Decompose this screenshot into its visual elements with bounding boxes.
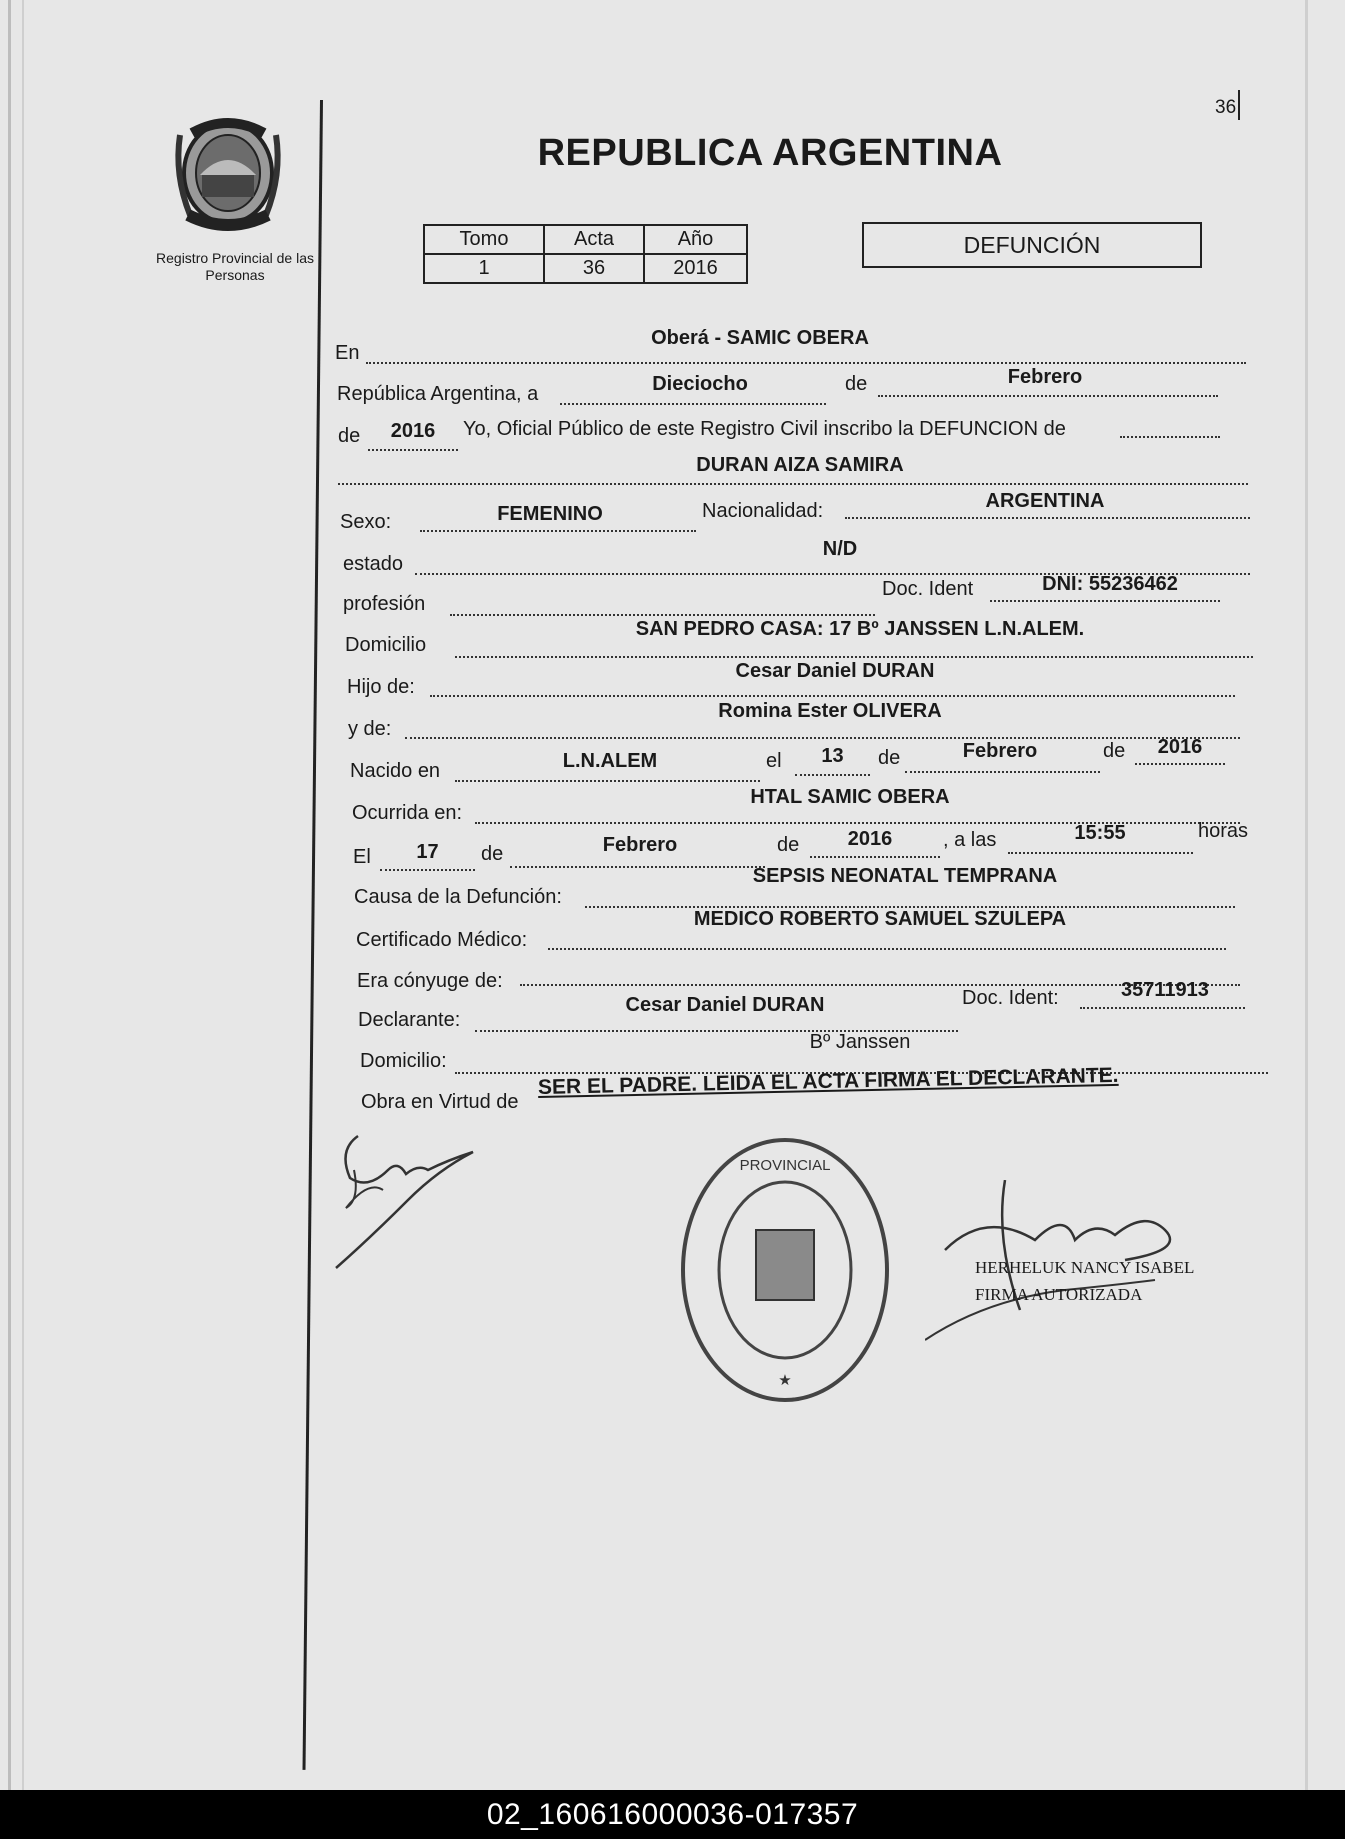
declarant-address-value: Bº Janssen — [809, 1031, 911, 1053]
de-label: de — [777, 834, 800, 856]
medical-certifier-value: MEDICO ROBERTO SAMUEL SZULEPA — [693, 908, 1067, 930]
right-margin-rule — [1238, 90, 1240, 120]
authorized-officer-role: FIRMA AUTORIZADA — [975, 1285, 1143, 1304]
el-label: El — [353, 846, 371, 868]
paper-edge — [1305, 0, 1308, 1790]
dotted-line — [548, 948, 1226, 950]
paper-edge — [8, 0, 11, 1790]
declarant-signature — [328, 1130, 478, 1270]
declarant-value: Cesar Daniel DURAN — [625, 994, 825, 1016]
registry-label: Registro Provincial de las Personas — [156, 250, 314, 283]
page-title: REPUBLICA ARGENTINA — [537, 132, 1003, 174]
y-de-label: y de: — [348, 718, 392, 740]
en-label: En — [335, 342, 360, 364]
declarant-domicilio-label: Domicilio: — [360, 1050, 447, 1072]
domicilio-label: Domicilio — [345, 634, 427, 656]
dotted-line — [1135, 763, 1225, 765]
dotted-line — [430, 695, 1235, 697]
certificado-label: Certificado Médico: — [356, 929, 528, 951]
officer-statement: Yo, Oficial Público de este Registro Civil inscribo la DEFUNCION de — [463, 418, 1066, 440]
dotted-line — [1080, 1007, 1245, 1009]
de-label: de — [1103, 740, 1126, 762]
tomo-value: 1 — [424, 254, 544, 283]
dotted-line — [795, 774, 870, 776]
de-label: de — [878, 747, 901, 769]
republica-label: República Argentina, a — [337, 383, 539, 405]
death-month-value: Febrero — [602, 834, 678, 856]
acta-header: Acta — [544, 225, 644, 254]
file-id-bar: 02_160616000036-017357 — [0, 1790, 1345, 1839]
horas-label: horas — [1198, 820, 1249, 842]
deceased-name-value: DURAN AIZA SAMIRA — [696, 454, 904, 476]
de-label: de — [338, 425, 361, 447]
dotted-line — [878, 395, 1218, 397]
anio-header: Año — [644, 225, 747, 254]
provincia-misiones-seal — [170, 115, 294, 237]
ocurrida-en-label: Ocurrida en: — [352, 802, 463, 824]
causa-label: Causa de la Defunción: — [354, 886, 562, 908]
death-day-value: 17 — [416, 841, 439, 863]
address-value: SAN PEDRO CASA: 17 Bº JANSSEN L.N.ALEM. — [635, 618, 1085, 640]
de-label: de — [845, 373, 868, 395]
obra-label: Obra en Virtud de — [361, 1091, 519, 1113]
marital-status-value: N/D — [822, 538, 858, 560]
a-las-label: , a las — [943, 829, 997, 851]
svg-text:PROVINCIAL: PROVINCIAL — [739, 1157, 831, 1174]
declarante-label: Declarante: — [358, 1009, 461, 1031]
act-type-box: DEFUNCIÓN — [862, 222, 1202, 268]
birth-place-value: L.N.ALEM — [562, 750, 658, 772]
observation-value: SER EL PADRE. LEIDA EL ACTA FIRMA EL DECLARANTE. — [537, 1063, 1119, 1099]
acta-value: 36 — [544, 254, 644, 283]
death-year-value: 2016 — [847, 828, 893, 850]
hijo-de-label: Hijo de: — [347, 676, 415, 698]
estado-label: estado — [343, 553, 404, 575]
dotted-line — [366, 362, 1246, 364]
dotted-line — [990, 600, 1220, 602]
dotted-line — [380, 869, 475, 871]
dotted-line — [1008, 852, 1193, 854]
dotted-line — [455, 780, 760, 782]
anio-value: 2016 — [644, 254, 747, 283]
doc-ident-label: Doc. Ident: — [962, 987, 1059, 1009]
death-place-value: HTAL SAMIC OBERA — [750, 786, 950, 808]
page-number: 36 — [1215, 97, 1237, 118]
day-text-value: Dieciocho — [652, 373, 748, 395]
svg-text:★: ★ — [778, 1372, 792, 1389]
de-label: de — [481, 843, 504, 865]
dotted-line — [905, 771, 1100, 773]
registry-stamp — [678, 1130, 892, 1410]
el-label: el — [766, 750, 782, 772]
authorized-officer-name: HERHELUK NANCY ISABEL — [975, 1258, 1195, 1277]
dotted-line — [338, 483, 1248, 485]
sexo-label: Sexo: — [340, 511, 392, 533]
birth-day-value: 13 — [821, 745, 844, 767]
dotted-line — [455, 656, 1253, 658]
birth-year-value: 2016 — [1157, 736, 1203, 758]
year-value: 2016 — [390, 420, 436, 442]
conyuge-label: Era cónyuge de: — [357, 970, 503, 992]
dotted-line — [405, 737, 1240, 739]
cause-of-death-value: SEPSIS NEONATAL TEMPRANA — [752, 865, 1058, 887]
tomo-acta-table — [423, 224, 748, 284]
nacionalidad-label: Nacionalidad: — [702, 500, 824, 522]
tomo-header: Tomo — [424, 225, 544, 254]
dotted-line — [1120, 436, 1220, 438]
profesion-label: profesión — [343, 593, 426, 615]
declarant-id-value: 35711913 — [1121, 979, 1209, 1001]
nationality-value: ARGENTINA — [985, 490, 1105, 512]
father-value: Cesar Daniel DURAN — [735, 660, 935, 682]
sex-value: FEMENINO — [497, 503, 603, 525]
dotted-line — [810, 856, 940, 858]
death-time-value: 15:55 — [1074, 822, 1126, 844]
paper-edge — [22, 0, 24, 1790]
dotted-line — [845, 517, 1250, 519]
dotted-line — [560, 403, 826, 405]
nacido-en-label: Nacido en — [350, 760, 441, 782]
birth-month-value: Febrero — [962, 740, 1038, 762]
dotted-line — [450, 614, 875, 616]
margin-rule — [303, 100, 323, 1770]
place-value: Oberá - SAMIC OBERA — [651, 327, 869, 349]
dotted-line — [420, 530, 696, 532]
mother-value: Romina Ester OLIVERA — [718, 700, 942, 722]
document-id-value: DNI: 55236462 — [1042, 573, 1178, 595]
dotted-line — [368, 449, 458, 451]
month-value: Febrero — [1007, 366, 1083, 388]
doc-ident-label: Doc. Ident — [882, 578, 974, 600]
